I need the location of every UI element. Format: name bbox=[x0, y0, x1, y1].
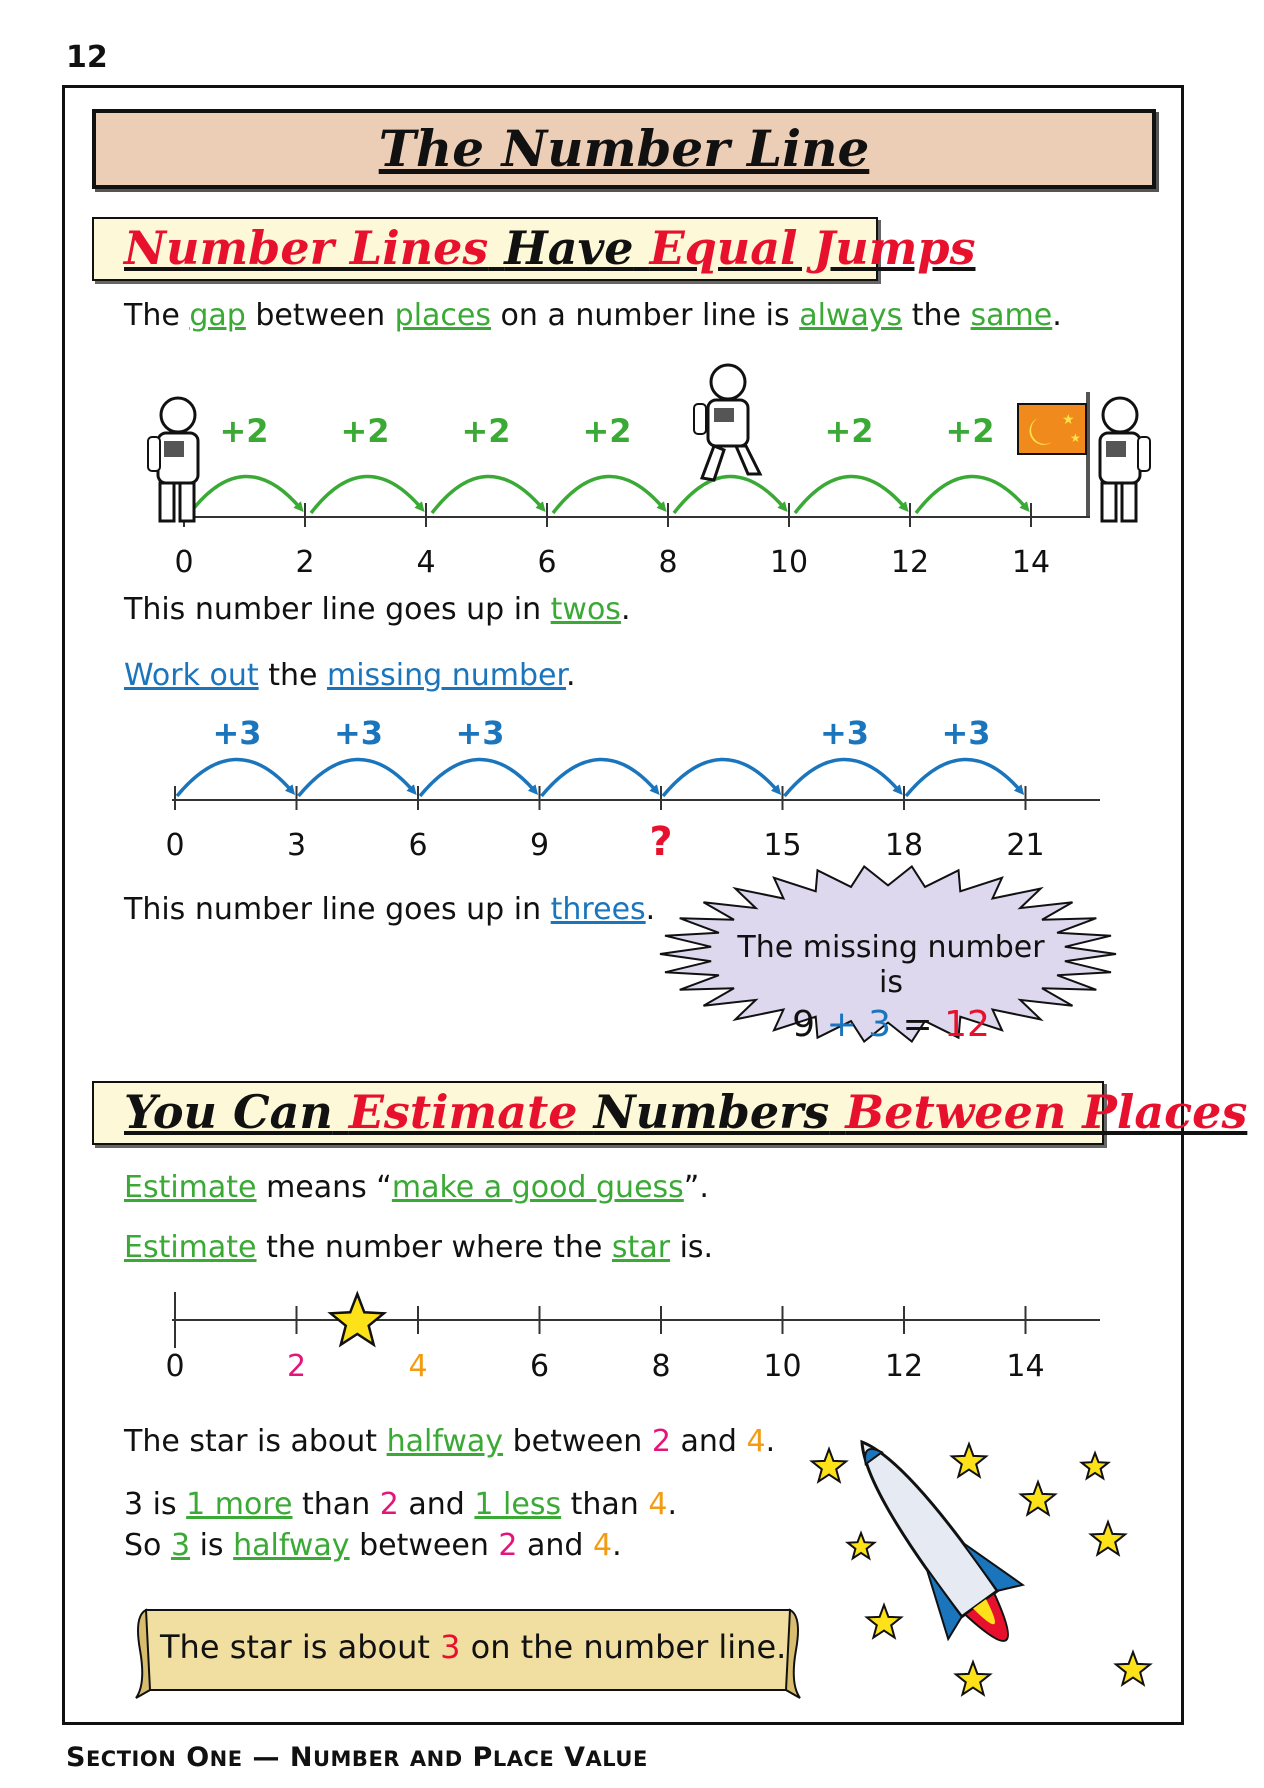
keyword: Work out bbox=[124, 658, 259, 693]
tick-label: 10 bbox=[769, 545, 809, 580]
eq-part: + bbox=[826, 1004, 857, 1045]
text: . bbox=[645, 892, 656, 927]
keyword: missing number bbox=[326, 658, 567, 693]
text: means “ bbox=[266, 1170, 392, 1205]
text: . bbox=[612, 1528, 622, 1563]
number: 4 bbox=[648, 1487, 668, 1522]
keyword: halfway bbox=[233, 1528, 350, 1563]
jump-label: +3 bbox=[819, 714, 870, 752]
explain-p1 bbox=[124, 1424, 775, 1459]
star-icon bbox=[952, 1444, 986, 1477]
text: between bbox=[512, 1424, 643, 1459]
page-number: 12 bbox=[66, 40, 108, 75]
jump-arc bbox=[432, 476, 543, 513]
tick-label: 12 bbox=[884, 1349, 924, 1384]
jump-label: +2 bbox=[340, 412, 390, 450]
jump-label: +2 bbox=[582, 412, 632, 450]
heading-part: Between Places bbox=[845, 1085, 1248, 1139]
text: between bbox=[255, 298, 386, 333]
star-icon bbox=[1116, 1652, 1150, 1685]
jump-arc bbox=[299, 759, 415, 796]
eq-part: 12 bbox=[944, 1004, 990, 1045]
tick-label: 4 bbox=[408, 1349, 428, 1384]
footer bbox=[66, 1742, 648, 1773]
star-marker-icon bbox=[331, 1294, 384, 1345]
text: . bbox=[667, 1487, 678, 1522]
line2-caption bbox=[124, 892, 655, 927]
text: the bbox=[268, 658, 318, 693]
number: 2 bbox=[651, 1424, 671, 1459]
tick-label: 2 bbox=[286, 1349, 307, 1384]
number: 2 bbox=[379, 1487, 399, 1522]
tick-label: 6 bbox=[408, 828, 428, 863]
text: The star is about bbox=[160, 1628, 430, 1666]
text: on a number line is bbox=[500, 298, 790, 333]
estimate-task bbox=[124, 1230, 713, 1265]
burst-equation bbox=[726, 1004, 1056, 1045]
jump-arc bbox=[190, 476, 301, 513]
text: . bbox=[765, 1424, 776, 1459]
section2-heading bbox=[92, 1081, 1248, 1145]
text: between bbox=[359, 1528, 489, 1563]
footer-part: NE bbox=[209, 1747, 243, 1771]
jump-label: +3 bbox=[212, 714, 262, 752]
keyword: make a good guess bbox=[391, 1170, 684, 1205]
text: . bbox=[1052, 298, 1062, 333]
footer-part: LACE bbox=[492, 1747, 555, 1771]
jump-arc bbox=[420, 759, 536, 796]
text: on the number line. bbox=[470, 1628, 787, 1666]
scroll-text bbox=[160, 1628, 786, 1666]
tick-label: 0 bbox=[174, 545, 194, 580]
heading-part: You Can bbox=[124, 1085, 333, 1139]
text: and bbox=[680, 1424, 737, 1459]
footer-part: ALUE bbox=[585, 1747, 648, 1771]
keyword: star bbox=[611, 1230, 671, 1265]
footer-part: N bbox=[289, 1742, 313, 1773]
jump-label: +3 bbox=[333, 714, 384, 752]
tick-label: 15 bbox=[763, 828, 802, 863]
star-icon bbox=[956, 1662, 990, 1695]
text: This number line goes up in bbox=[124, 892, 542, 927]
jump-label: +3 bbox=[941, 714, 991, 752]
definition-text bbox=[124, 1170, 709, 1205]
footer-part: — bbox=[252, 1742, 280, 1773]
page-title: The Number Line bbox=[378, 119, 870, 178]
footer-part: V bbox=[564, 1742, 586, 1773]
footer-part: P bbox=[472, 1742, 493, 1773]
text: is bbox=[199, 1528, 224, 1563]
tick-label: 9 bbox=[529, 828, 550, 863]
tick-label: 21 bbox=[1006, 828, 1045, 863]
keyword: Estimate bbox=[124, 1170, 257, 1205]
star-icon bbox=[1082, 1453, 1109, 1478]
star-icon bbox=[867, 1605, 901, 1638]
jump-label: +2 bbox=[461, 412, 511, 450]
number: 4 bbox=[593, 1528, 613, 1563]
tick-label: 4 bbox=[416, 545, 436, 580]
text: . bbox=[566, 658, 576, 693]
astronaut-icon bbox=[148, 398, 198, 521]
star-icon bbox=[812, 1449, 846, 1482]
tick-label: 8 bbox=[658, 545, 678, 580]
text: the bbox=[911, 298, 961, 333]
jump-label: +3 bbox=[455, 714, 505, 752]
text: So bbox=[124, 1528, 162, 1563]
tick-label: 6 bbox=[537, 545, 557, 580]
text: This number line goes up in bbox=[124, 592, 542, 627]
tick-label: 2 bbox=[295, 545, 315, 580]
tick-label: 14 bbox=[1011, 545, 1051, 580]
text: the number where the bbox=[266, 1230, 603, 1265]
jump-arc bbox=[674, 476, 785, 513]
tick-label: 8 bbox=[651, 1349, 671, 1384]
text: is. bbox=[679, 1230, 714, 1265]
jump-arc bbox=[311, 476, 422, 513]
text: than bbox=[302, 1487, 371, 1522]
heading-part: Number Lines bbox=[124, 221, 489, 275]
jump-arc bbox=[906, 759, 1022, 796]
keyword: gap bbox=[189, 298, 246, 333]
keyword: 3 bbox=[170, 1528, 191, 1563]
astronaut-icon bbox=[694, 365, 760, 480]
keyword: 1 less bbox=[474, 1487, 562, 1522]
tick-label: 14 bbox=[1006, 1349, 1045, 1384]
footer-part: ECTION bbox=[85, 1747, 177, 1771]
keyword: twos bbox=[550, 592, 621, 627]
burst-text bbox=[726, 930, 1056, 1045]
heading-part: Have bbox=[504, 221, 634, 275]
keyword: 1 more bbox=[186, 1487, 293, 1522]
heading-part: Estimate bbox=[348, 1085, 578, 1139]
tick-label: 3 bbox=[286, 828, 307, 863]
missing-number-label: ? bbox=[649, 819, 673, 865]
number: 3 bbox=[440, 1628, 461, 1666]
jump-label: +2 bbox=[824, 412, 874, 450]
jump-arc bbox=[553, 476, 664, 513]
jump-arc bbox=[916, 476, 1027, 513]
jump-arc bbox=[177, 759, 293, 796]
text: and bbox=[527, 1528, 584, 1563]
tick-label: 18 bbox=[884, 828, 924, 863]
burst-line: The missing number is bbox=[737, 930, 1045, 1000]
astronaut-icon bbox=[1100, 398, 1150, 521]
eq-part: 9 bbox=[792, 1004, 816, 1045]
text: ”. bbox=[683, 1170, 709, 1205]
number: 2 bbox=[498, 1528, 518, 1563]
jump-arc bbox=[542, 759, 658, 796]
jump-arc bbox=[663, 759, 779, 796]
svg-text:★: ★ bbox=[1062, 412, 1075, 428]
footer-part: S bbox=[66, 1742, 86, 1773]
tick-label: 0 bbox=[165, 1349, 185, 1384]
text: The bbox=[124, 298, 180, 333]
heading-part: Numbers bbox=[593, 1085, 830, 1139]
keyword: threes bbox=[550, 892, 646, 927]
tick-label: 10 bbox=[763, 1349, 802, 1384]
line1-caption bbox=[124, 592, 631, 627]
text: and bbox=[408, 1487, 465, 1522]
explain-p2 bbox=[124, 1487, 677, 1522]
heading-part: Equal Jumps bbox=[649, 221, 976, 275]
jump-arc bbox=[795, 476, 906, 513]
footer-part: AND bbox=[409, 1747, 463, 1771]
footer-part: UMBER bbox=[312, 1747, 400, 1771]
text: The star is about bbox=[124, 1424, 378, 1459]
tick-label: 6 bbox=[529, 1349, 550, 1384]
text: than bbox=[570, 1487, 639, 1522]
task-text bbox=[124, 658, 576, 693]
keyword: Estimate bbox=[124, 1230, 257, 1265]
star-icon bbox=[848, 1533, 875, 1558]
keyword: same bbox=[970, 298, 1053, 333]
jump-label: +2 bbox=[945, 412, 995, 450]
footer-part: O bbox=[186, 1742, 210, 1773]
eq-part: = bbox=[902, 1004, 933, 1045]
jump-label: +2 bbox=[219, 412, 269, 450]
star-icon bbox=[1021, 1482, 1055, 1515]
keyword: halfway bbox=[386, 1424, 504, 1459]
star-icon bbox=[1091, 1522, 1125, 1555]
tick-label: 0 bbox=[165, 828, 185, 863]
text: 3 is bbox=[124, 1487, 177, 1522]
tick-label: 12 bbox=[890, 545, 930, 580]
text: . bbox=[620, 592, 631, 627]
jump-arc bbox=[785, 759, 901, 796]
keyword: places bbox=[394, 298, 491, 333]
number: 4 bbox=[746, 1424, 766, 1459]
svg-text:★: ★ bbox=[1070, 431, 1081, 445]
flag-icon bbox=[1018, 392, 1088, 516]
keyword: always bbox=[799, 298, 903, 333]
eq-part: 3 bbox=[868, 1004, 891, 1045]
explain-p3 bbox=[124, 1528, 622, 1563]
